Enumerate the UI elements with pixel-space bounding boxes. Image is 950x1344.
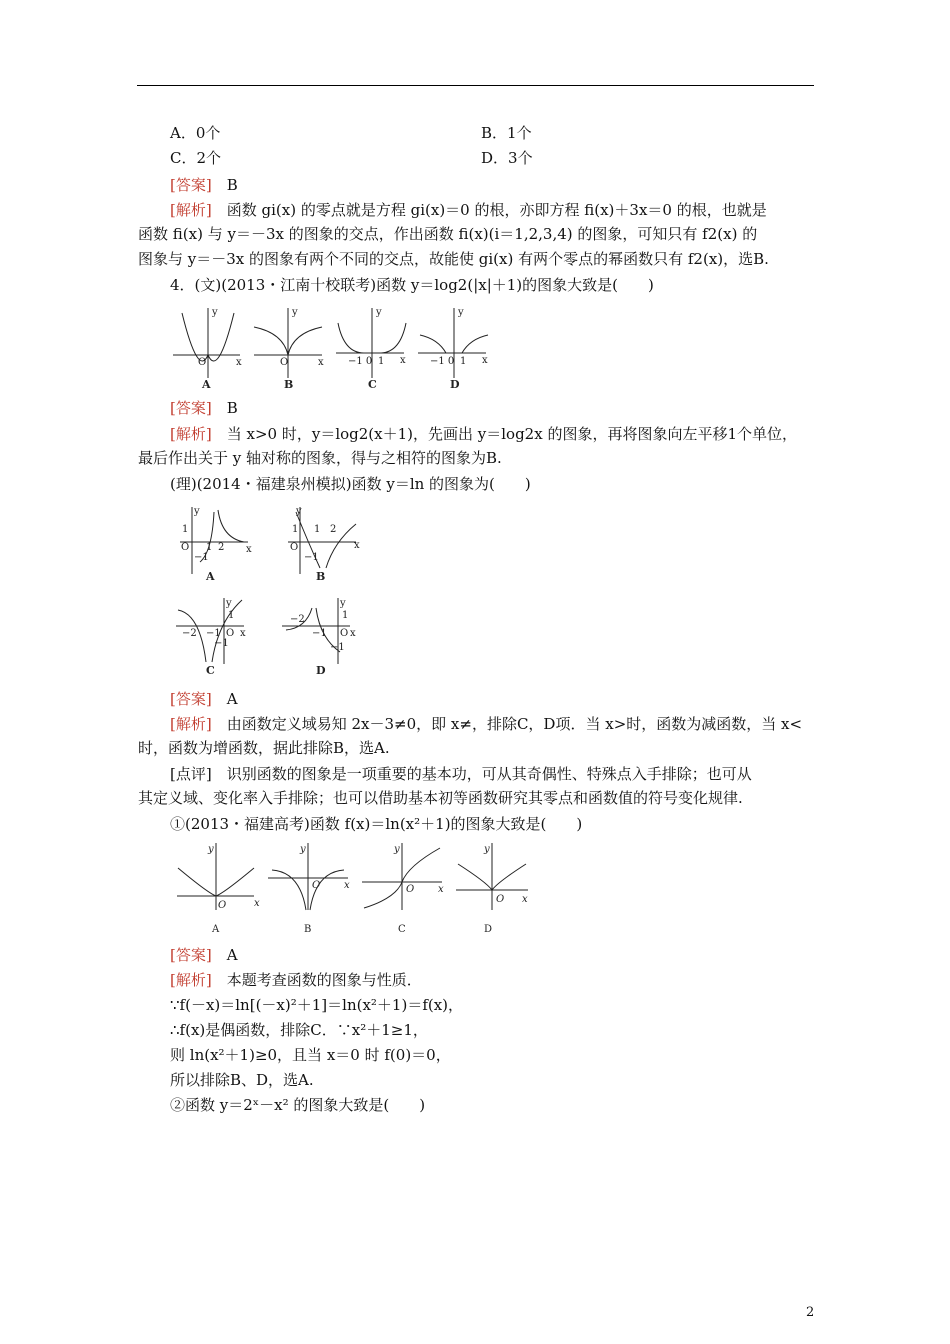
option-a: A．0个: [170, 124, 221, 142]
example-1: ①(2013・福建高考)函数 f(x)＝ln(x²＋1)的图象大致是( ): [170, 815, 583, 833]
tick-label: 1: [314, 524, 321, 535]
axis-label-y: y: [340, 598, 346, 609]
axis-label-x: x: [344, 880, 350, 891]
axis-label-y: y: [296, 506, 302, 517]
answer-line: [170, 174, 238, 195]
tick-label: −1: [214, 638, 229, 649]
tick-label: 1: [342, 610, 349, 621]
axis-label-x: x: [354, 540, 360, 551]
axis-label-y: y: [226, 598, 232, 609]
figure-label-b: B: [284, 378, 294, 391]
analysis-text: 函数 fi(x) 与 y＝－3x 的图象的交点，作出函数 fi(x)(i＝1,2,3,4) 的图象，可知只有 f2(x) 的: [138, 225, 758, 243]
answer-tag: [答案]: [170, 690, 212, 708]
tick-label: 1: [206, 542, 213, 553]
axis-label-x: x: [240, 628, 246, 639]
tick-label: −1: [304, 552, 319, 563]
analysis-tag: [解析]: [170, 715, 212, 733]
analysis-text: ∵f(－x)＝ln[(－x)²＋1]＝ln(x²＋1)＝f(x)，: [170, 996, 464, 1014]
option-d: D．3个: [481, 149, 533, 167]
comment-text: 识别函数的图象是一项重要的基本功，可从其奇偶性、特殊点入手排除；也可从: [226, 765, 752, 783]
analysis-text: 最后作出关于 y 轴对称的图象，得与之相符的图象为B.: [138, 449, 502, 467]
analysis-tag: [解析]: [170, 201, 212, 219]
figure-ln-graphs: [170, 502, 370, 682]
analysis-line: [170, 423, 797, 444]
analysis-text: 则 ln(x²＋1)≥0，且当 x＝0 时 f(0)＝0，: [170, 1046, 451, 1064]
figure-label-a: A: [206, 570, 215, 583]
answer-value: B: [226, 399, 238, 417]
comment-tag: [点评]: [170, 765, 212, 783]
answer-tag: [答案]: [170, 946, 212, 964]
axis-label-y: y: [394, 844, 400, 855]
tick-label: 1: [228, 610, 235, 621]
analysis-text: 所以排除B、D，选A.: [170, 1071, 314, 1089]
tick-label: −2: [290, 614, 305, 625]
origin-label: O: [340, 628, 349, 639]
figure-log-graphs: [168, 303, 508, 393]
origin-label: O: [406, 884, 415, 895]
tick-label: 1: [460, 356, 467, 367]
origin-label: O: [312, 880, 321, 891]
origin-label: O: [181, 542, 190, 553]
page-number: 2: [806, 1305, 815, 1320]
figure-label-a: A: [202, 378, 211, 391]
axis-label-x: x: [246, 544, 252, 555]
origin-label: O: [218, 900, 227, 911]
axis-label-y: y: [212, 307, 218, 318]
tick-label: −1: [194, 552, 209, 563]
axis-label-x: x: [482, 355, 488, 366]
axis-label-y: y: [484, 844, 490, 855]
axis-label-y: y: [292, 307, 298, 318]
axis-label-x: x: [438, 884, 444, 895]
tick-label: −2: [182, 628, 197, 639]
axis-label-x: x: [318, 357, 324, 368]
tick-label: −1: [330, 642, 345, 653]
axis-label-y: y: [376, 307, 382, 318]
axis-label-y: y: [208, 844, 214, 855]
axis-label-y: y: [300, 844, 306, 855]
origin-label: O: [198, 357, 207, 368]
analysis-line: [170, 713, 802, 734]
origin-label: O: [226, 628, 235, 639]
figure-label-b: B: [304, 924, 312, 935]
analysis-tag: [解析]: [170, 971, 212, 989]
axis-label-x: x: [522, 894, 528, 905]
comment-line: [170, 763, 752, 784]
answer-value: A: [226, 690, 238, 708]
comment-text: 其定义域、变化率入手排除；也可以借助基本初等函数研究其零点和函数值的符号变化规律.: [138, 789, 743, 807]
answer-value: A: [226, 946, 238, 964]
analysis-text: 本题考查函数的图象与性质．: [226, 971, 422, 989]
analysis-text: 函数 gi(x) 的零点就是方程 gi(x)＝0 的根，亦即方程 fi(x)＋3x＝0 的根，也就是: [226, 201, 767, 219]
analysis-line: [170, 199, 767, 220]
figure-label-d: D: [484, 924, 493, 935]
answer-tag: [答案]: [170, 399, 212, 417]
figure-label-c: C: [368, 378, 377, 391]
header-rule: [137, 85, 814, 86]
tick-label: −1: [312, 628, 327, 639]
axis-label-y: y: [194, 506, 200, 517]
figure-label-d: D: [450, 378, 460, 391]
tick-label: −1 0: [348, 356, 373, 367]
answer-line: [170, 397, 238, 418]
origin-label: O: [280, 357, 289, 368]
analysis-text: 当 x>0 时，y＝log2(x＋1)，先画出 y＝log2x 的图象，再将图象向左平移1个单位，: [226, 425, 797, 443]
answer-tag: [答案]: [170, 176, 212, 194]
analysis-text: 图象与 y＝－3x 的图象有两个不同的交点，故能使 gi(x) 有两个零点的幂函数只有 f2(x)，选B.: [138, 250, 769, 268]
tick-label: 2: [330, 524, 337, 535]
tick-label: 2: [218, 542, 225, 553]
axis-label-y: y: [458, 307, 464, 318]
figure-label-b: B: [316, 570, 326, 583]
option-b: B．1个: [481, 124, 532, 142]
tick-label: −1 0: [430, 356, 455, 367]
analysis-text: ∴f(x)是偶函数，排除C．∵x²＋1≥1，: [170, 1021, 428, 1039]
answer-line: [170, 688, 238, 709]
tick-label: 1: [182, 524, 189, 535]
analysis-text: 时，函数为增函数，据此排除B，选A.: [138, 739, 390, 757]
figure-label-c: C: [398, 924, 406, 935]
origin-label: O: [496, 894, 505, 905]
tick-label: 1: [378, 356, 385, 367]
axis-label-x: x: [350, 628, 356, 639]
answer-line: [170, 944, 238, 965]
question-4-li: (理)(2014・福建泉州模拟)函数 y＝ln 的图象为( ): [170, 475, 531, 493]
answer-value: B: [226, 176, 238, 194]
origin-label: O: [290, 542, 299, 553]
tick-label: 1: [292, 524, 299, 535]
analysis-line: [170, 969, 422, 990]
figure-label-a: A: [212, 924, 220, 935]
example-2: ②函数 y＝2ˣ－x² 的图象大致是( ): [170, 1096, 426, 1114]
question-4-wen: 4．(文)(2013・江南十校联考)函数 y＝log2(|x|＋1)的图象大致是( ): [170, 276, 654, 294]
figure-ln-x2-graphs: [172, 838, 532, 938]
tick-label: −1: [206, 628, 221, 639]
analysis-tag: [解析]: [170, 425, 212, 443]
analysis-text: 由函数定义域易知 2x－3≠0，即 x≠，排除C，D项．当 x>时，函数为减函数，当 x<: [226, 715, 803, 733]
axis-label-x: x: [236, 357, 242, 368]
axis-label-x: x: [400, 355, 406, 366]
figure-label-c: C: [206, 664, 215, 677]
figure-label-d: D: [316, 664, 326, 677]
axis-label-x: x: [254, 898, 260, 909]
option-c: C．2个: [170, 149, 222, 167]
